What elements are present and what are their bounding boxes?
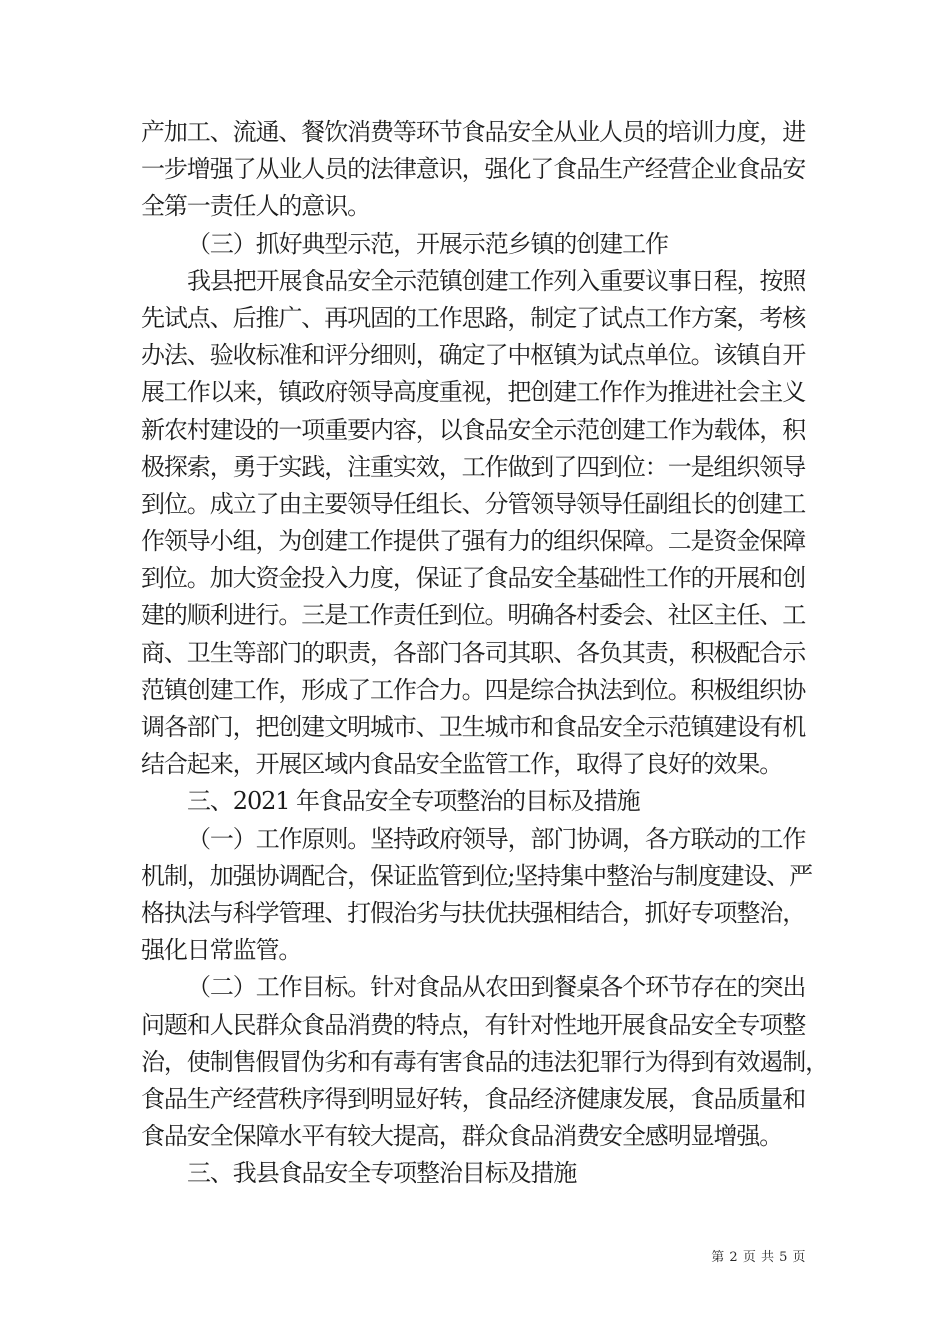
text-line: 结合起来，开展区域内食品安全监管工作，取得了良好的效果。 <box>141 750 783 779</box>
page-number-label: 第 2 页 共 5 页 <box>711 1250 806 1265</box>
paragraph <box>141 1155 809 1192</box>
text-line: 到位。加大资金投入力度，保证了食品安全基础性工作的开展和创 <box>141 564 806 593</box>
text-line: 展工作以来，镇政府领导高度重视，把创建工作作为推进社会主义 <box>141 378 806 407</box>
text-line: 范镇创建工作，形成了工作合力。四是综合执法到位。积极组织协 <box>141 675 806 704</box>
document-body <box>141 114 828 1192</box>
paragraph <box>141 114 809 226</box>
paragraph <box>141 821 813 970</box>
text-line: （三）抓好典型示范，开展示范乡镇的创建工作 <box>187 229 668 258</box>
text-line: 办法、验收标准和评分细则，确定了中枢镇为试点单位。该镇自开 <box>141 341 806 370</box>
text-line: 我县把开展食品安全示范镇创建工作列入重要议事日程，按照 <box>187 266 806 295</box>
text-line: 强化日常监管。 <box>141 936 302 965</box>
text-line: 产加工、流通、餐饮消费等环节食品安全从业人员的培训力度，进 <box>141 118 806 146</box>
text-line: 建的顺利进行。三是工作责任到位。明确各村委会、社区主任、工 <box>141 601 806 630</box>
text-line: 先试点、后推广、再巩固的工作思路，制定了试点工作方案，考核 <box>141 303 806 332</box>
text-line: 食品生产经营秩序得到明显好转，食品经济健康发展，食品质量和 <box>141 1084 806 1113</box>
paragraph <box>141 263 809 784</box>
text-line: 机制，加强协调配合，保证监管到位;坚持集中整治与制度建设、严 <box>141 861 813 890</box>
text-line: （二）工作目标。针对食品从农田到餐桌各个环节存在的突出 <box>187 973 806 1002</box>
text-line: （一）工作原则。坚持政府领导，部门协调，各方联动的工作 <box>187 824 806 853</box>
text-line: 三、我县食品安全专项整治目标及措施 <box>187 1159 577 1188</box>
text-line: 全第一责任人的意识。 <box>141 192 370 221</box>
text-line: 食品安全保障水平有较大提高，群众食品消费安全感明显增强。 <box>141 1122 783 1151</box>
text-line: 极探索，勇于实践，注重实效，工作做到了四到位：一是组织领导 <box>141 452 806 481</box>
text-line: 到位。成立了由主要领导任组长、分管领导领导任副组长的创建工 <box>141 489 806 518</box>
text-line: 一步增强了从业人员的法律意识，强化了食品生产经营企业食品安 <box>141 155 806 184</box>
paragraph <box>141 969 828 1155</box>
text-line: 作领导小组，为创建工作提供了强有力的组织保障。二是资金保障 <box>141 527 806 556</box>
text-line: 调各部门，把创建文明城市、卫生城市和食品安全示范镇建设有机 <box>141 713 806 741</box>
text-line: 问题和人民群众食品消费的特点，有针对性地开展食品安全专项整 <box>141 1010 806 1039</box>
text-line: 格执法与科学管理、打假治劣与扶优扶强相结合，抓好专项整治， <box>141 898 806 927</box>
paragraph <box>141 226 809 263</box>
paragraph <box>141 783 809 820</box>
text-line: 治，使制售假冒伪劣和有毒有害食品的违法犯罪行为得到有效遏制， <box>141 1047 828 1076</box>
text-line: 三、2021 年食品安全专项整治的目标及措施 <box>187 787 640 816</box>
page-footer <box>711 1246 806 1265</box>
text-line: 新农村建设的一项重要内容，以食品安全示范创建工作为载体，积 <box>141 415 806 444</box>
text-line: 商、卫生等部门的职责，各部门各司其职、各负其责，积极配合示 <box>141 638 806 667</box>
